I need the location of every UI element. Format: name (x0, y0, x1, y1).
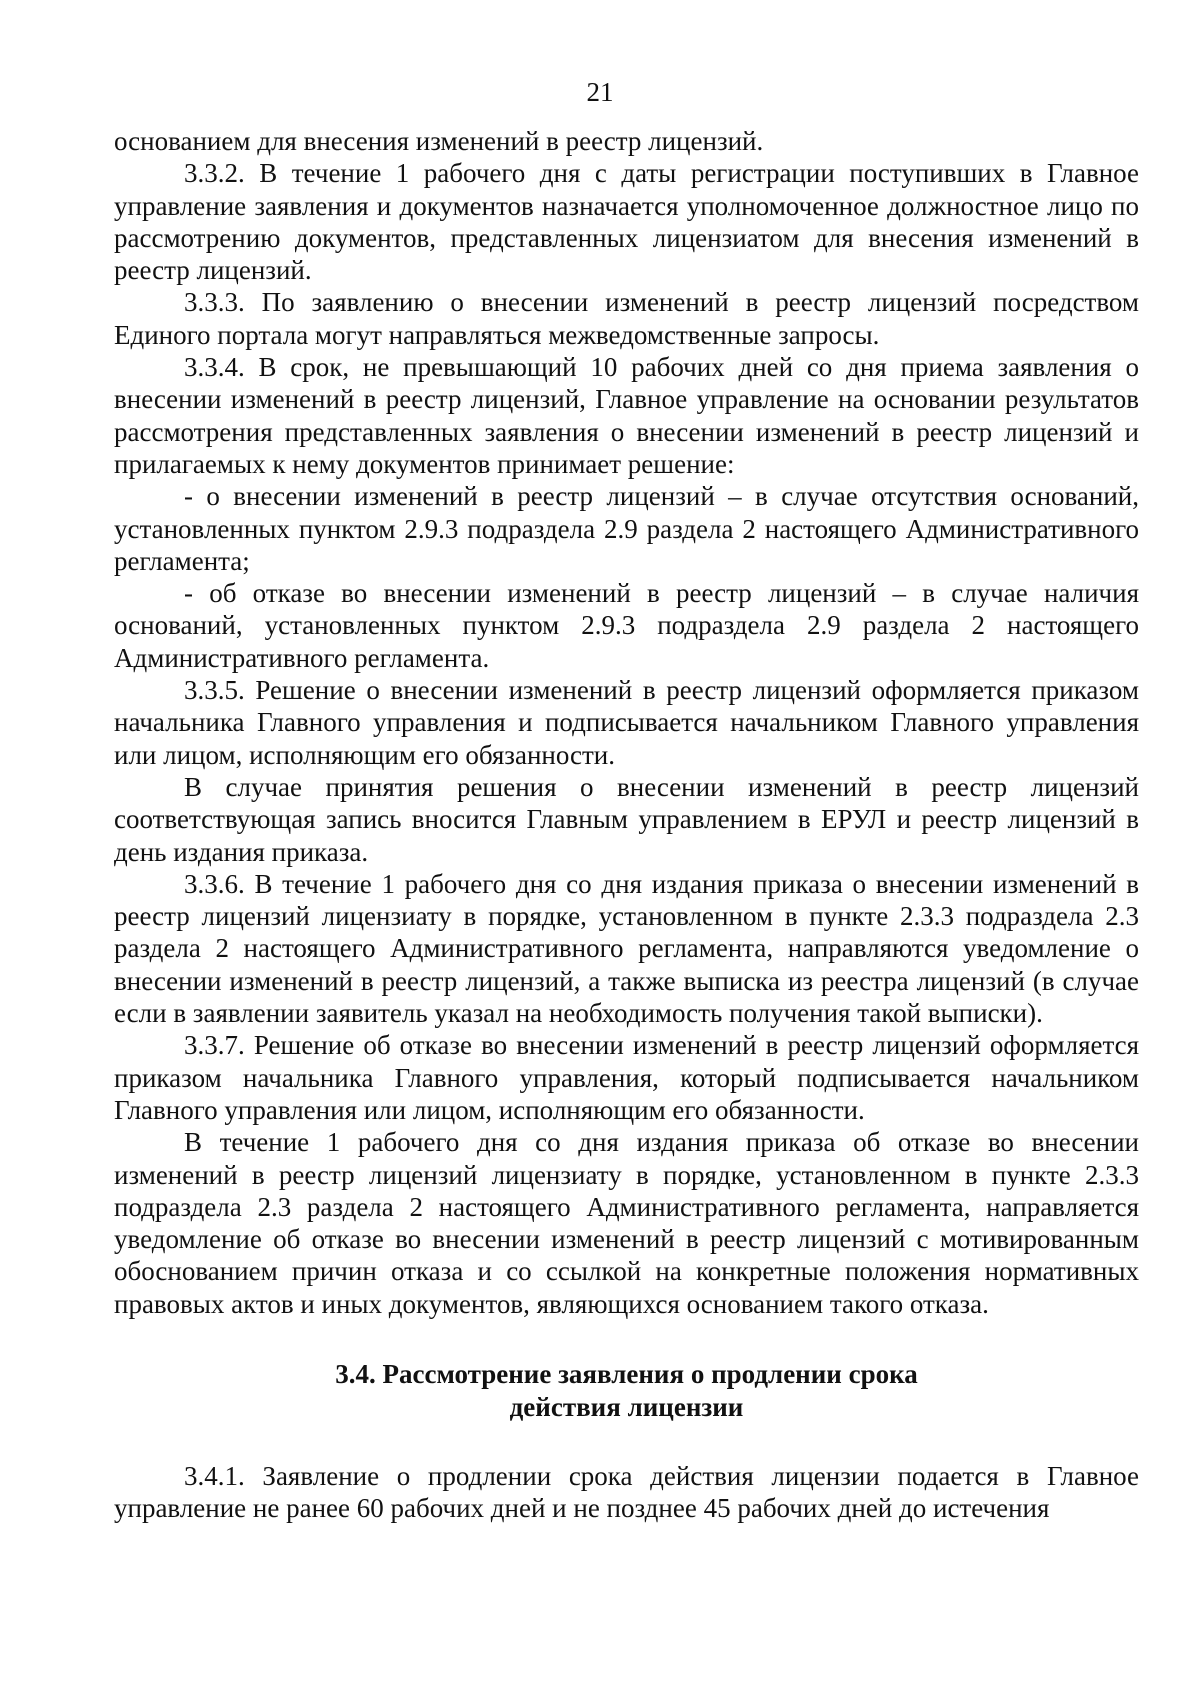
document-body (114, 125, 1139, 1525)
paragraph-3-4-1: 3.4.1. Заявление о продлении срока действия лицензии подается в Главное управление не ранее 60 рабочих дней и не позднее 45 рабочих дней до истечения (114, 1460, 1139, 1524)
paragraph-3-3-6: 3.3.6. В течение 1 рабочего дня со дня издания приказа о внесении изменений в реестр лицензий лицензиату в порядке, установленном в пункте 2.3.3 подраздела 2.3 раздела 2 настоящего Административного регламента, направляются уведомление о внесении изменений в реестр лицензий, а также выписка из реестра лицензий (в случае если в заявлении заявитель указал на необходимость получения такой выписки). (114, 868, 1139, 1029)
paragraph-refusal-notice: В течение 1 рабочего дня со дня издания приказа об отказе во внесении изменений в реестр лицензий лицензиату в порядке, установленном в пункте 2.3.3 подраздела 2.3 раздела 2 настоящего Административного регламента, направляется уведомление об отказе во внесении изменений в реестр лицензий с мотивированным обоснованием причин отказа и со ссылкой на конкретные положения нормативных правовых актов и иных документов, являющихся основанием такого отказа. (114, 1127, 1139, 1319)
section-heading-line-1: 3.4. Рассмотрение заявления о продлении срока (335, 1358, 918, 1389)
paragraph-3-3-7: 3.3.7. Решение об отказе во внесении изменений в реестр лицензий оформляется приказом начальника Главного управления, который подписывается начальником Главного управления или лицом, исполняющим его обязанности. (114, 1030, 1139, 1125)
paragraph-3-3-2: 3.3.2. В течение 1 рабочего дня с даты регистрации поступивших в Главное управление заявления и документов назначается уполномоченное должностное лицо по рассмотрению документов, представленных лицензиатом для внесения изменений в реестр лицензий. (114, 158, 1139, 286)
section-heading-line-2: действия лицензии (509, 1391, 744, 1422)
list-item-approve: - о внесении изменений в реестр лицензий – в случае отсутствия оснований, установленных пунктом 2.9.3 подраздела 2.9 раздела 2 настоящего Административного регламента; (114, 481, 1139, 576)
page-number: 21 (586, 77, 614, 107)
paragraph-decision-record: В случае принятия решения о внесении изменений в реестр лицензий соответствующая запись вносится Главным управлением в ЕРУЛ и реестр лицензий в день издания приказа. (114, 771, 1139, 867)
list-item-refuse: - об отказе во внесении изменений в реестр лицензий – в случае наличия оснований, установленных пунктом 2.9.3 подраздела 2.9 раздела 2 настоящего Административного регламента. (114, 578, 1139, 673)
paragraph-continuation: основанием для внесения изменений в реестр лицензий. (114, 126, 764, 156)
paragraph-3-3-4: 3.3.4. В срок, не превышающий 10 рабочих дней со дня приема заявления о внесении изменений в реестр лицензий, Главное управление на основании результатов рассмотрения представленных заявления о внесении изменений в реестр лицензий и прилагаемых к нему документов принимает решение: (114, 352, 1139, 479)
section-heading-3-4 (114, 1358, 1139, 1424)
paragraph-3-3-3: 3.3.3. По заявлению о внесении изменений в реестр лицензий посредством Единого портала могут направляться межведомственные запросы. (114, 287, 1139, 350)
paragraph-3-3-5: 3.3.5. Решение о внесении изменений в реестр лицензий оформляется приказом начальника Главного управления и подписывается начальником Главного управления или лицом, исполняющим его обязанности. (114, 675, 1139, 770)
